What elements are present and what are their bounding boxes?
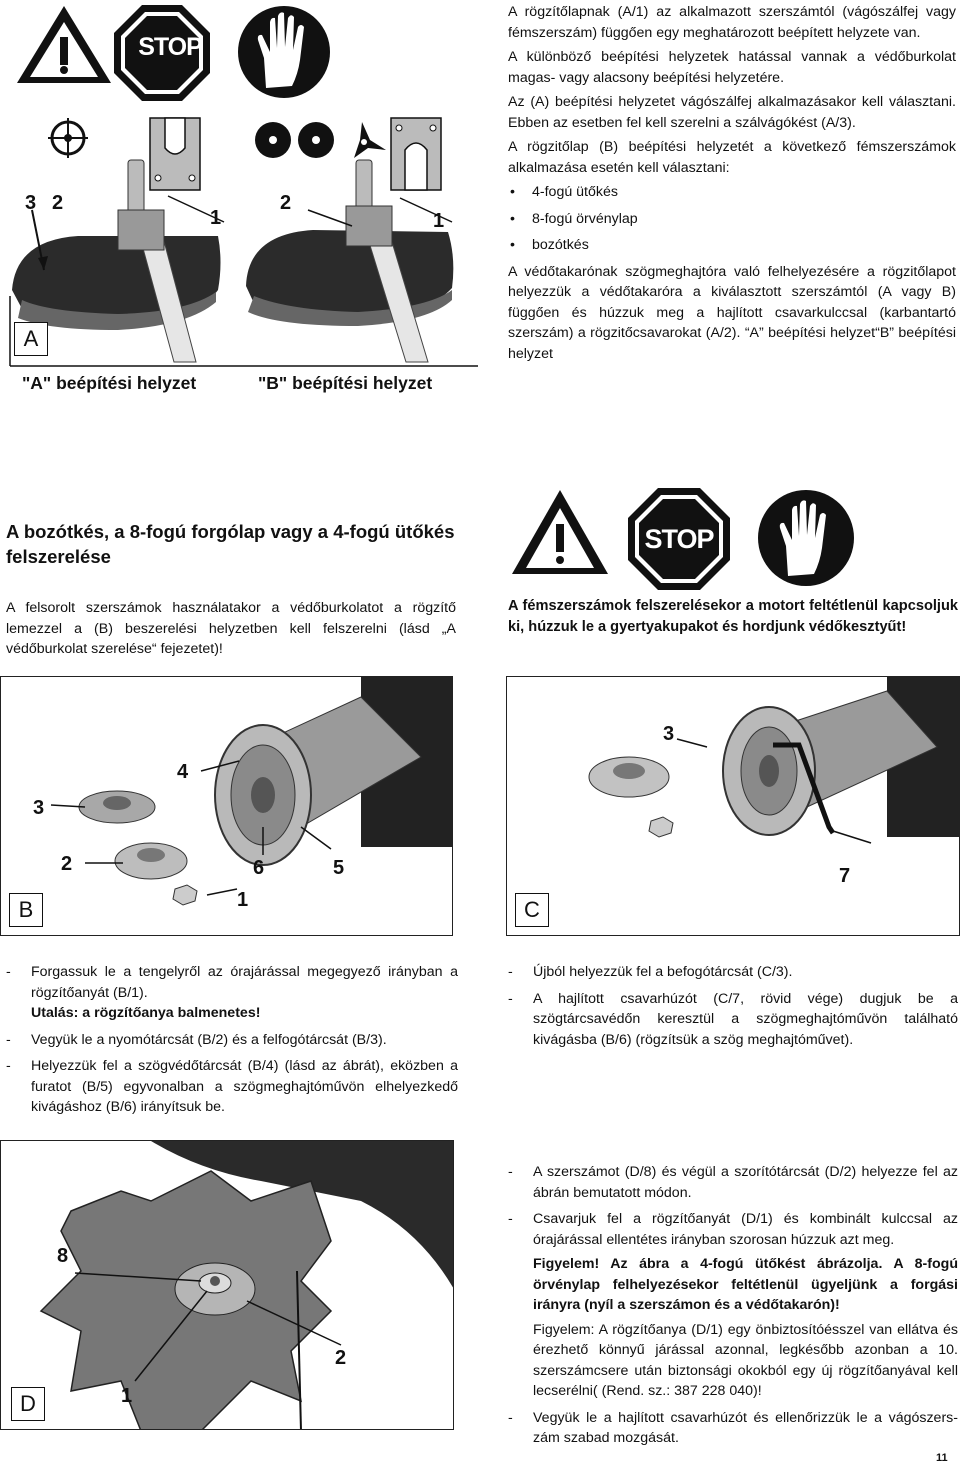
caption-position-a: "A" beépítési helyzet xyxy=(22,373,197,393)
page-number: 11 xyxy=(936,1452,948,1464)
warning-icon xyxy=(512,490,608,574)
section-intro: A felsorolt szerszámok használatakor a védőburkolatot a rögzítő lemezzel a (B) beszerelési helyzetben kell felszerelni (lásd „A védőburkolat szerelése“ fejezetet)! xyxy=(6,600,456,657)
list-item: - A szerszámot (D/8) és végül a szorítótárcsát (D/2) helyezze fel az ábrán bemutatott módon. xyxy=(508,1164,958,1201)
figure-a-label-1: 1 xyxy=(210,207,222,229)
figure-b-label-4: 4 xyxy=(177,761,189,783)
mounting-plate-b-icon xyxy=(391,118,441,190)
figure-c-label-3: 3 xyxy=(663,723,675,745)
mounting-plate-a-icon xyxy=(150,118,200,190)
figure-b-box-label: B xyxy=(9,893,43,927)
list-item: - Csavarjuk fel a rögzítőanyát (D/1) és kombinált kulccsal az órajárással ellentétes irányban szorosan húzzuk azt meg. Figyelem! Az ábra a 4-fogú ütőkést ábrázolja. A 8-fogú örvénylap felhelyezésekor feltétlenül ügyeljünk a forgási irányra (nyíl a szerszámon és a védőtakarón)! Figyelem: A rögzítőanya (D/1) egy önbiztosítóésszel van ellátva és érezhető könnyű járással azonnal, legkésőbb azonban a 10. szerszámcsere után biztonsági okokból egy új rögzítőanyával kell lecserélni( (Rend. sz.: 387 228 040)! xyxy=(508,1211,958,1399)
paragraph: A védőtakarónak szögmeghajtóra való felhelyezésére a rögzitőlapot helyezzük a védőtakaróra a kiválasztott szerszámtól (A vagy B) függően és húzzuk meg a hajlított csavarkulccsal (karbantartó szerszám) a rögzitőcsavarokat (A/2). “A” beépítési helyzet“B” beépítési helyzet xyxy=(508,263,956,362)
figure-a xyxy=(8,0,500,410)
figure-d-label-2: 2 xyxy=(335,1347,347,1369)
figure-b-pos-label-2: 2 xyxy=(280,192,292,214)
paragraph: A különböző beépítési helyzetek hatással vannak a védőburkolat magas- vagy alacsony beépítési helyzetére. xyxy=(508,49,956,86)
warning-icon xyxy=(17,6,111,83)
figure-c-photo xyxy=(506,676,960,936)
brush-knife-icon xyxy=(354,122,386,158)
stop-text: STOP xyxy=(644,524,714,554)
figure-c-label-7: 7 xyxy=(839,865,851,887)
steps-bottom xyxy=(508,1162,958,1455)
glove-icon xyxy=(758,490,854,586)
figure-b-label-3: 3 xyxy=(33,797,45,819)
figure-a-box-label: A xyxy=(14,322,48,356)
paragraph: A rögzítőlapnak (A/1) az alkalmazott szerszámtól (vágószálfej vagy fémszerszám) függően egy meghatározott beépített helyzete van. xyxy=(508,4,956,41)
figure-b-label-2: 2 xyxy=(61,853,73,875)
steps-right xyxy=(508,962,958,1056)
figure-a-label-3: 3 xyxy=(25,192,37,214)
four-tooth-blade-icon xyxy=(255,122,291,158)
figure-d-label-1: 1 xyxy=(121,1385,133,1407)
eight-tooth-blade-icon xyxy=(298,122,334,158)
warning-icons xyxy=(508,486,860,596)
paragraph: Az (A) beépítési helyzetet vágószálfej alkalmazásakor kell választani. Ebben az esetben fel kell szerelni a szálvágókést (A/3). xyxy=(508,94,956,131)
metal-tool-warning: A fémszerszámok felszerelésekor a motort feltétlenül kapcsoljuk ki, húzzuk le a gyertyakupakot és hordjunk védőkesztyűt! xyxy=(508,598,958,635)
list-item: - Vegyük le a nyomótárcsát (B/2) és a felfogótárcsát (B/3). xyxy=(6,1031,387,1048)
list-item: • 4-fogú ütőkés xyxy=(510,184,618,200)
top-text-block xyxy=(508,2,956,368)
stop-text: STOP xyxy=(138,33,202,61)
list-item: - Helyezzük fel a szögvédőtárcsát (B/4) (lásd az ábrát), eközben a furatot (B/5) egyvonalban a szögmeghajtóművön elhelyezkedő kivágáshoz (B/6) irányítsuk be. xyxy=(6,1058,458,1115)
figure-d-box-label: D xyxy=(11,1387,45,1421)
list-item: • 8-fogú örvénylap xyxy=(510,210,638,227)
list-item: - Újból helyezzük fel a befogótárcsát (C/3). xyxy=(508,964,793,980)
figure-a-illustration xyxy=(8,0,500,410)
figure-b-label-1: 1 xyxy=(237,889,249,911)
figure-d-label-8: 8 xyxy=(57,1245,69,1267)
caption-position-b: "B" beépítési helyzet xyxy=(258,373,433,393)
paragraph: A rögzitőlap (B) beépítési helyzetét a következő fémszerszámok alkalmazása esetén kell választani: xyxy=(508,139,956,176)
figure-a-label-2: 2 xyxy=(52,192,64,214)
list-item: - Forgassuk le a tengelyről az órajárással megegyező irányban a rögzítőanyát (B/1). Utalás: a rögzítőanya balmenetes! xyxy=(6,964,458,1021)
list-item: • bozótkés xyxy=(510,237,589,253)
figure-b-label-5: 5 xyxy=(333,857,345,879)
list-item: - A hajlított csavarhúzót (C/7, rövid vége) dugjuk be a szögtárcsavédőn keresztül a szögmeghajtóművön található kivágásba (B/6) (rögzítsük a szög meghajtóművet). xyxy=(508,990,958,1048)
figure-b-label-6: 6 xyxy=(253,857,265,879)
section-heading: A bozótkés, a 8-fogú forgólap vagy a 4-fogú ütőkés felszerelése xyxy=(6,521,455,567)
trimmer-head-icon xyxy=(48,118,88,158)
figure-b-photo xyxy=(0,676,453,936)
glove-icon xyxy=(238,6,330,98)
figure-b-pos-label-1: 1 xyxy=(433,210,445,232)
figure-c-box-label: C xyxy=(515,893,549,927)
list-item: - Vegyük le a hajlított csavarhúzót és ellenőrizzük le a vágószers-zám szabad mozgását. xyxy=(508,1409,958,1446)
figure-d-photo xyxy=(0,1140,454,1430)
steps-left xyxy=(6,962,458,1124)
